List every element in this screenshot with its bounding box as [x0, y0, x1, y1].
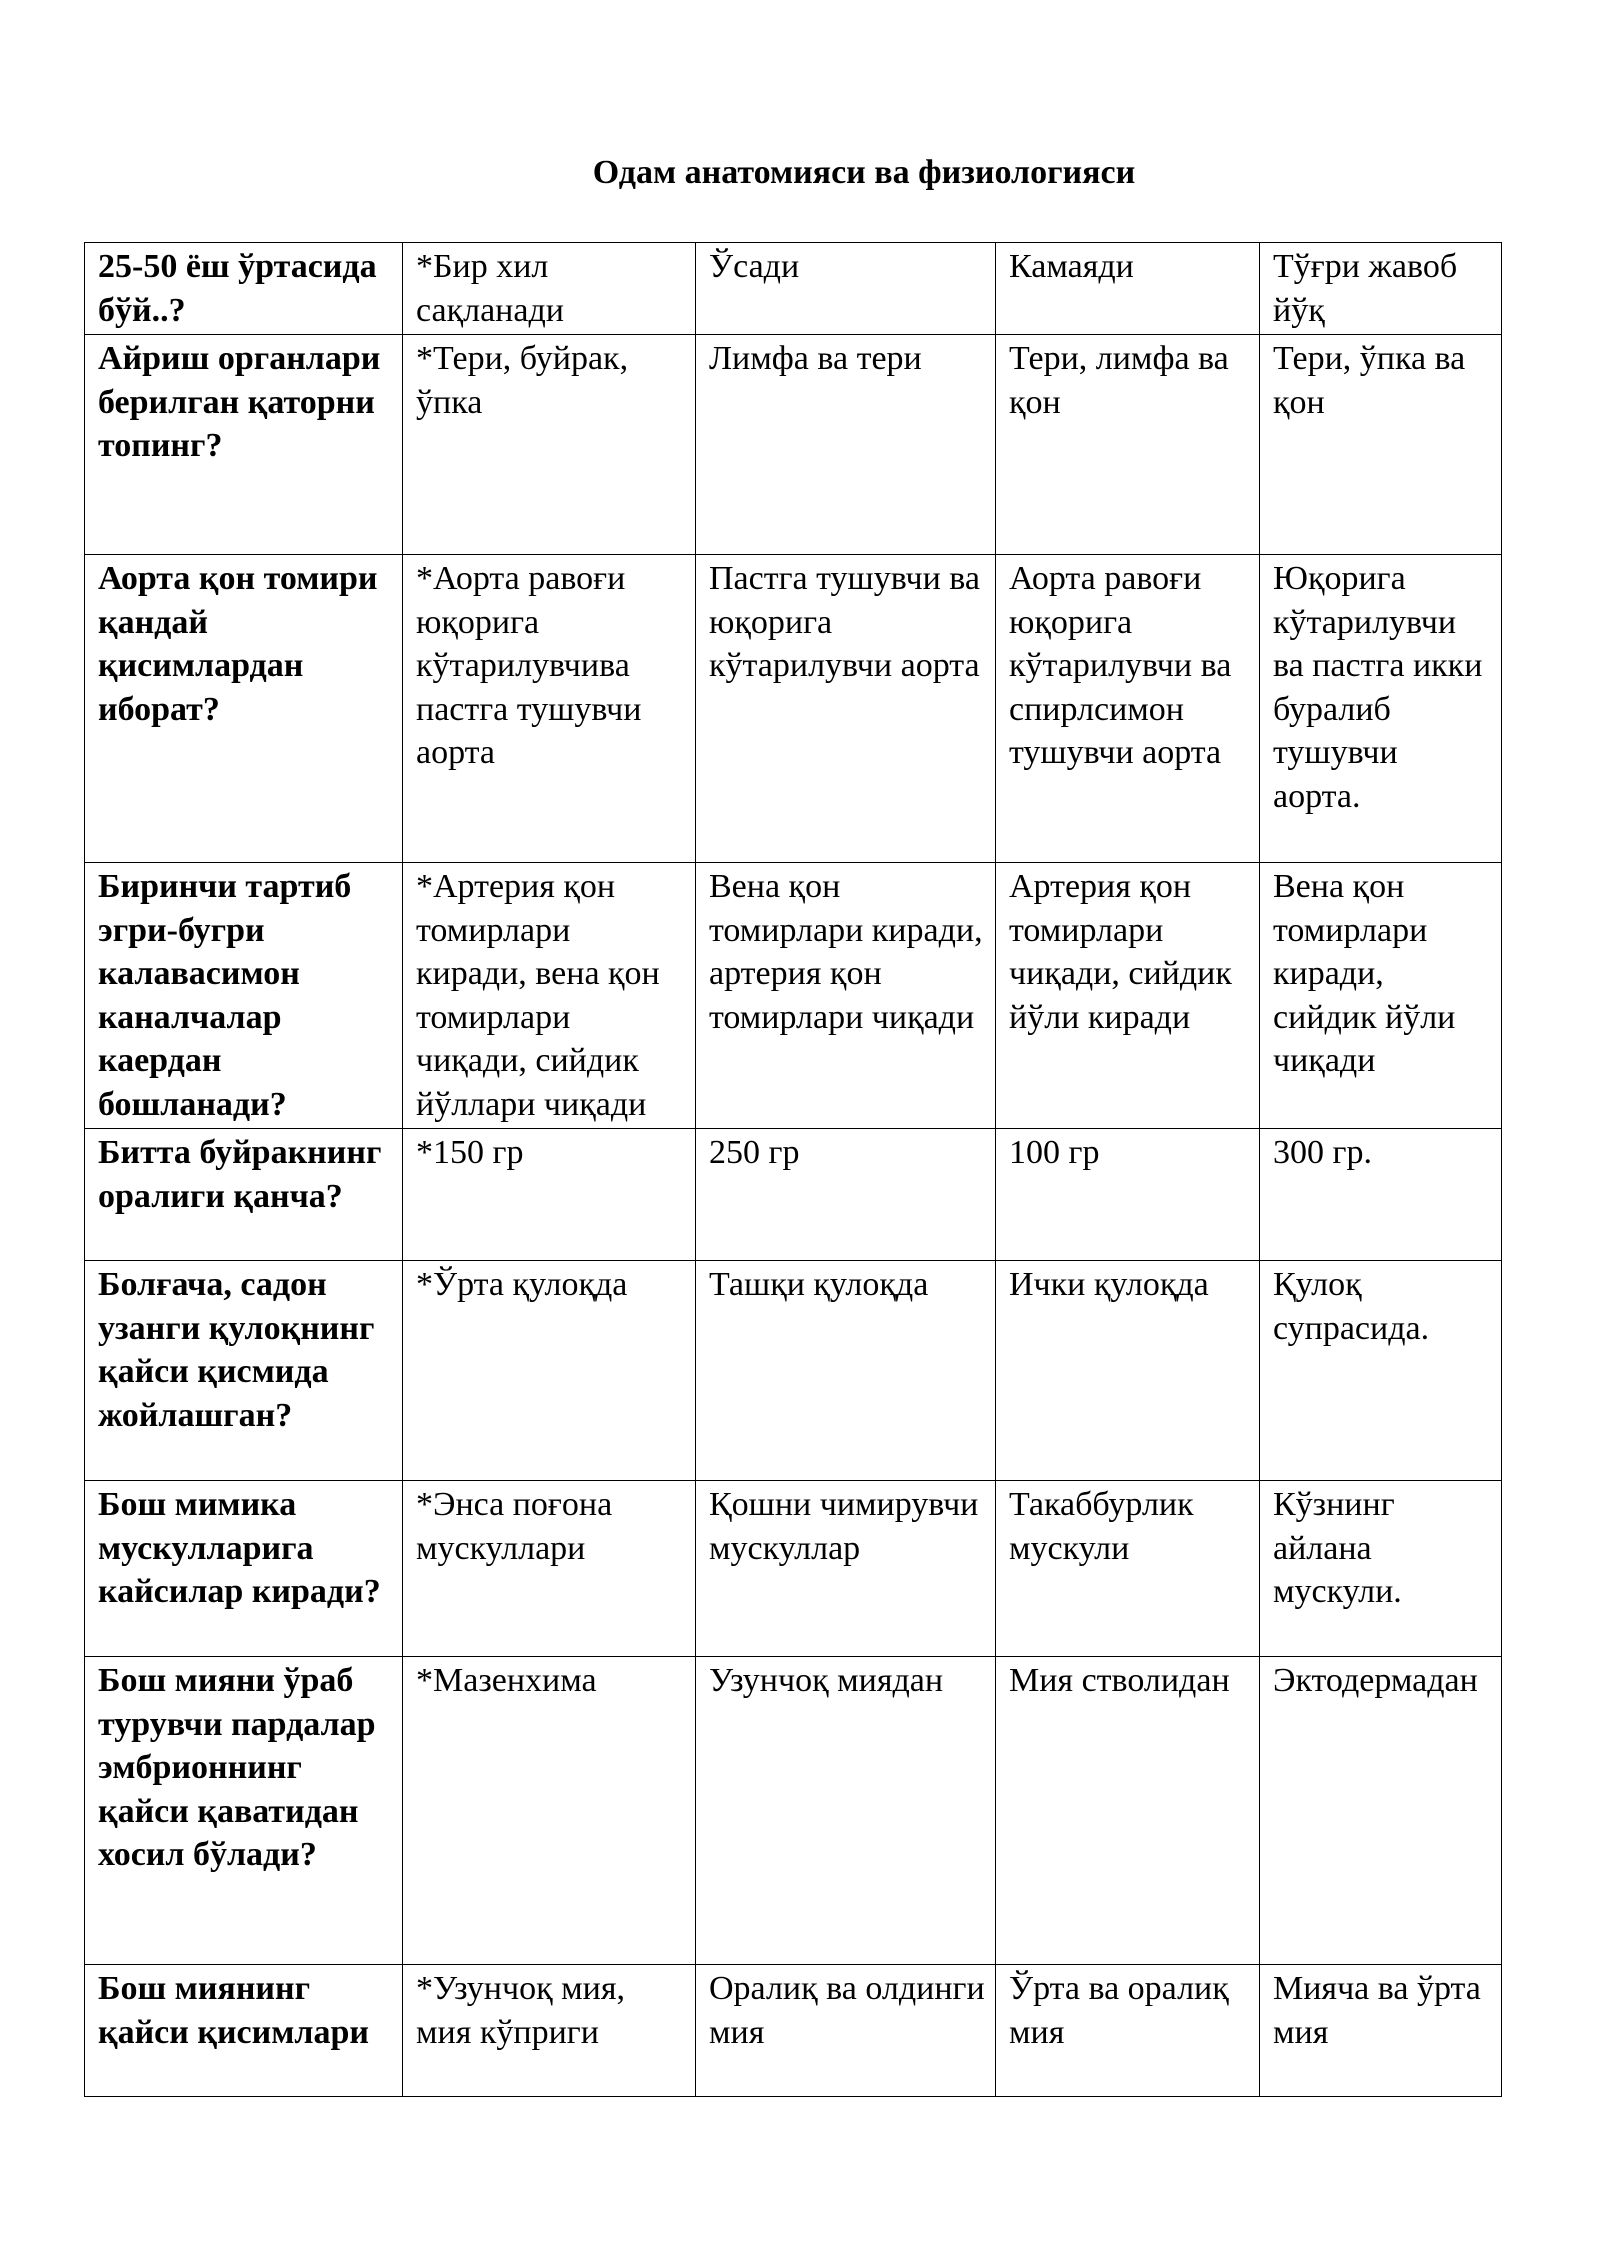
answer-cell: Тери, ўпка ва қон	[1260, 335, 1502, 555]
table-row	[85, 1657, 1502, 1965]
answer-cell: Ўсади	[696, 243, 996, 335]
answer-cell: Камаяди	[996, 243, 1260, 335]
answer-cell-correct: *Артерия қон томирлари киради, вена қон томирлари чиқади, сийдик йўллари чиқади	[403, 863, 696, 1129]
answer-cell: Эктодермадан	[1260, 1657, 1502, 1965]
answer-cell: Қошни чимирувчи мускуллар	[696, 1481, 996, 1657]
answer-cell: Такаббурлик мускули	[996, 1481, 1260, 1657]
answer-cell: Вена қон томирлари киради, артерия қон томирлари чиқади	[696, 863, 996, 1129]
question-cell: Бош мимика мускулларига кайсилар киради?	[85, 1481, 403, 1657]
question-cell: Бош миянинг қайси қисимлари	[85, 1965, 403, 2097]
question-cell: Битта буйракнинг оралиги қанча?	[85, 1129, 403, 1261]
answer-cell-correct: *150 гр	[403, 1129, 696, 1261]
question-cell: Биринчи тартиб эгри-бугри калавасимон каналчалар каердан бошланади?	[85, 863, 403, 1129]
table-row	[85, 1129, 1502, 1261]
answer-cell: Узунчоқ миядан	[696, 1657, 996, 1965]
question-table	[84, 242, 1502, 2097]
answer-cell-correct: *Энса поғона мускуллари	[403, 1481, 696, 1657]
answer-cell: 100 гр	[996, 1129, 1260, 1261]
answer-cell: Мияча ва ўрта мия	[1260, 1965, 1502, 2097]
answer-cell: Қулоқ супрасида.	[1260, 1261, 1502, 1481]
answer-cell: Лимфа ва тери	[696, 335, 996, 555]
answer-cell: Ички қулоқда	[996, 1261, 1260, 1481]
answer-cell-correct: *Узунчоқ мия, мия кўприги	[403, 1965, 696, 2097]
answer-cell: Тўғри жавоб йўқ	[1260, 243, 1502, 335]
answer-cell: Ўрта ва оралиқ мия	[996, 1965, 1260, 2097]
table-row	[85, 1261, 1502, 1481]
table-row	[85, 863, 1502, 1129]
answer-cell: 250 гр	[696, 1129, 996, 1261]
answer-cell: Тери, лимфа ва қон	[996, 335, 1260, 555]
question-cell: Аорта қон томири қандай қисимлардан иборат?	[85, 555, 403, 863]
page-title: Одам анатомияси ва физиологияси	[592, 154, 1136, 191]
answer-cell: 300 гр.	[1260, 1129, 1502, 1261]
answer-cell: Вена қон томирлари киради, сийдик йўли чиқади	[1260, 863, 1502, 1129]
answer-cell-correct: *Мазенхима	[403, 1657, 696, 1965]
answer-cell: Мия стволидан	[996, 1657, 1260, 1965]
table-row	[85, 1481, 1502, 1657]
answer-cell: Кўзнинг айлана мускули.	[1260, 1481, 1502, 1657]
answer-cell: Аорта равоғи юқорига кўтарилувчи ва спирлсимон тушувчи аорта	[996, 555, 1260, 863]
table-row	[85, 555, 1502, 863]
table-row	[85, 1965, 1502, 2097]
table-row	[85, 243, 1502, 335]
answer-cell-correct: *Бир хил сақланади	[403, 243, 696, 335]
answer-cell-correct: *Аорта равоғи юқорига кўтарилувчива пастга тушувчи аорта	[403, 555, 696, 863]
question-cell: Бош мияни ўраб турувчи пардалар эмбрионнинг қайси қаватидан хосил бўлади?	[85, 1657, 403, 1965]
answer-cell: Пастга тушувчи ва юқорига кўтарилувчи аорта	[696, 555, 996, 863]
question-cell: Болғача, садон узанги қулоқнинг қайси қисмида жойлашган?	[85, 1261, 403, 1481]
answer-cell: Артерия қон томирлари чиқади, сийдик йўли киради	[996, 863, 1260, 1129]
table-row	[85, 335, 1502, 555]
answer-cell: Ташқи қулоқда	[696, 1261, 996, 1481]
question-cell: Айриш органлари берилган қаторни топинг?	[85, 335, 403, 555]
question-cell: 25-50 ёш ўртасида бўй..?	[85, 243, 403, 335]
answer-cell-correct: *Ўрта қулоқда	[403, 1261, 696, 1481]
answer-cell: Юқорига кўтарилувчи ва пастга икки буралиб тушувчи аорта.	[1260, 555, 1502, 863]
answer-cell: Оралиқ ва олдинги мия	[696, 1965, 996, 2097]
answer-cell-correct: *Тери, буйрак, ўпка	[403, 335, 696, 555]
